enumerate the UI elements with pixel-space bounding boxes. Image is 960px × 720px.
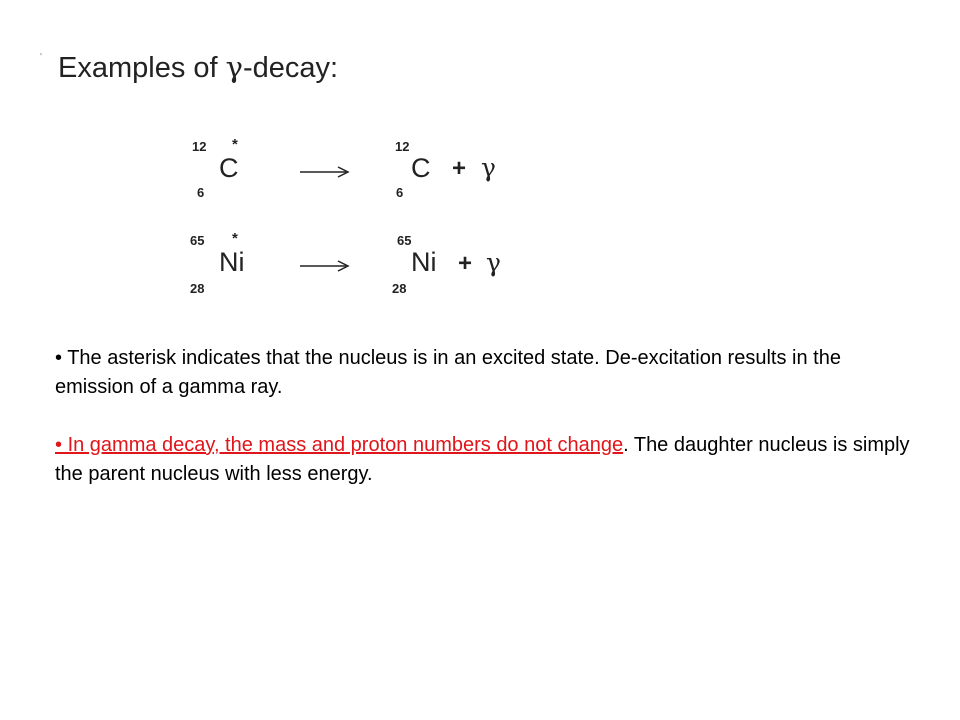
gamma-ray-symbol: γ xyxy=(481,153,496,182)
bullet-excited-state xyxy=(55,344,915,402)
reactant-mass-number: 12 xyxy=(192,139,207,154)
title-suffix: -decay: xyxy=(242,52,339,84)
slide-title xyxy=(58,50,338,85)
reactant-atomic-number: 28 xyxy=(190,281,205,296)
reactant-element-symbol: Ni xyxy=(219,247,245,277)
title-prefix: Examples of xyxy=(58,52,226,84)
excited-state-asterisk: * xyxy=(232,136,238,153)
excited-state-asterisk: * xyxy=(232,230,238,247)
stray-mark: ' xyxy=(40,52,42,63)
product-element-symbol: C xyxy=(411,153,431,183)
reactant-mass-number: 65 xyxy=(190,233,205,248)
gamma-ray-symbol: γ xyxy=(486,248,501,277)
product-atomic-number: 6 xyxy=(396,185,404,200)
product-mass-number: 12 xyxy=(395,139,410,154)
bullet-text: The asterisk indicates that the nucleus is in an excited state. De-excitation results in the emission of a gamma ray. xyxy=(55,347,841,398)
bullet-text: . The daughter nucleus is simply the parent nucleus with less energy. xyxy=(55,434,910,485)
gamma-symbol: γ xyxy=(225,50,243,84)
product-atomic-number: 28 xyxy=(392,281,407,296)
bullet-marker: • xyxy=(55,347,63,369)
highlighted-statement: In gamma decay, the mass and proton numbers do not change xyxy=(62,434,624,456)
bullet-gamma-decay xyxy=(55,431,915,489)
reactant-atomic-number: 6 xyxy=(197,185,205,200)
plus-sign: + xyxy=(452,155,467,182)
reactant-element-symbol: C xyxy=(219,153,239,183)
reaction-arrow-icon xyxy=(300,165,350,179)
product-mass-number: 65 xyxy=(397,233,412,248)
product-element-symbol: Ni xyxy=(411,247,437,277)
reaction-arrow-icon xyxy=(300,259,350,273)
plus-sign: + xyxy=(458,250,473,277)
bullet-marker: • xyxy=(55,434,63,456)
